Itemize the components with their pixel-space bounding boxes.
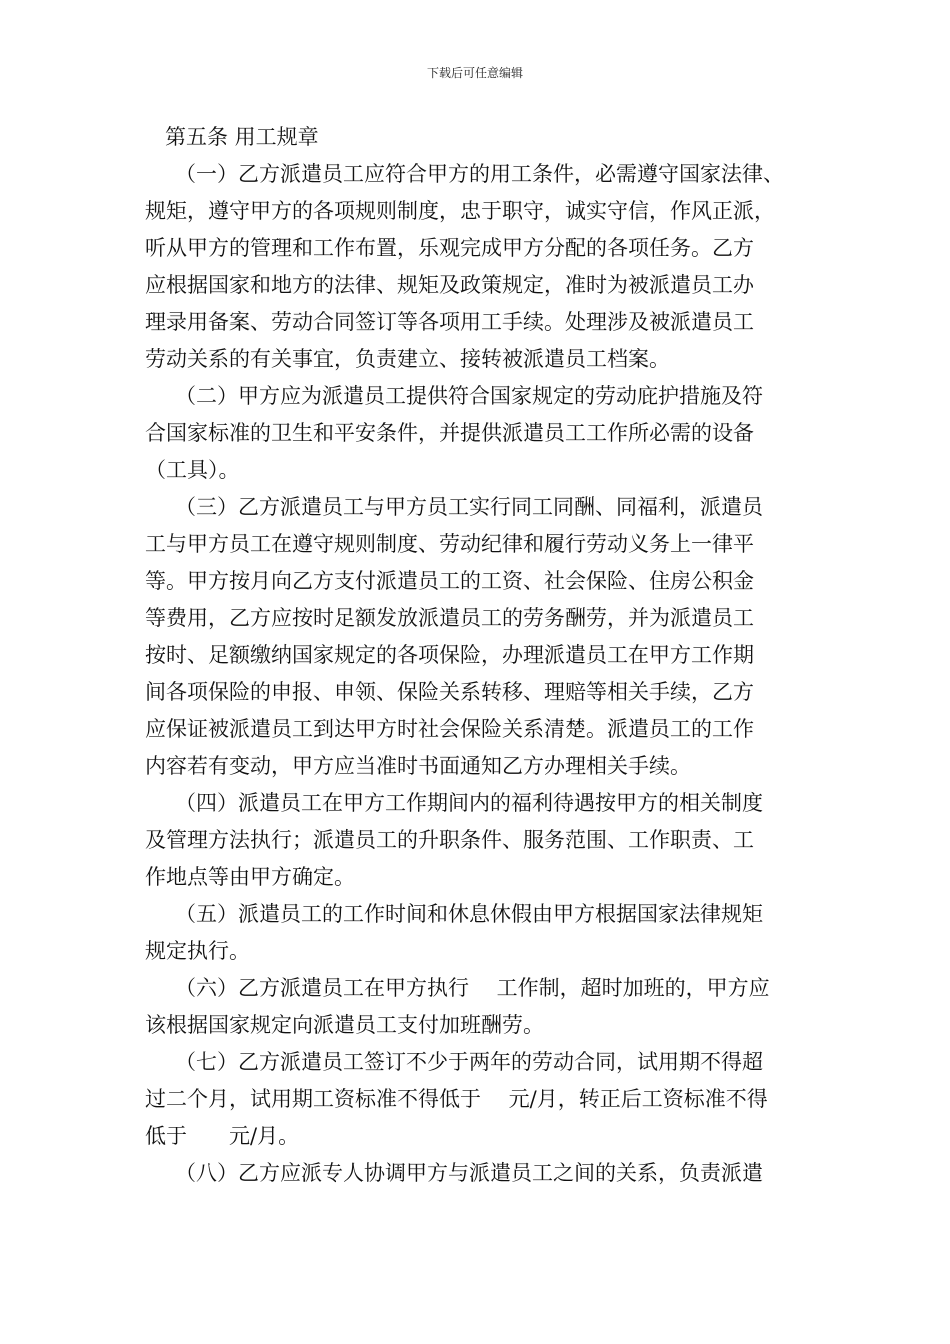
paragraph-line: 该根据国家规定向派遣员工支付加班酬劳。 [145, 1013, 544, 1037]
paragraph-line: 等费用，乙方应按时足额发放派遣员工的劳务酬劳，并为派遣员工 [145, 606, 754, 630]
paragraph [145, 489, 815, 785]
paragraph [145, 378, 815, 489]
paragraph-line: 劳动关系的有关事宜，负责建立、接转被派遣员工档案。 [145, 347, 670, 371]
paragraph-line: （五）派遣员工的工作时间和休息休假由甲方根据国家法律规矩 [175, 902, 763, 926]
paragraph-line: 过二个月，试用期工资标准不得低于 元/月，转正后工资标准不得 [145, 1087, 768, 1111]
paragraph-line: （四）派遣员工在甲方工作期间内的福利待遇按甲方的相关制度 [175, 791, 763, 815]
section-title: 第五条 用工规章 [165, 125, 319, 149]
paragraph-line: 作地点等由甲方确定。 [145, 865, 355, 889]
paragraph-line: （七）乙方派遣员工签订不少于两年的劳动合同，试用期不得超 [175, 1050, 763, 1074]
paragraph [145, 896, 815, 970]
paragraph-line: （二）甲方应为派遣员工提供符合国家规定的劳动庇护措施及符 [175, 384, 763, 408]
paragraph-line: 应根据国家和地方的法律、规矩及政策规定，准时为被派遣员工办 [145, 273, 754, 297]
paragraph-line: 间各项保险的申报、申领、保险关系转移、理赔等相关手续，乙方 [145, 680, 754, 704]
paragraph-list [145, 156, 815, 1192]
paragraph [145, 785, 815, 896]
paragraph-line: 工与甲方员工在遵守规则制度、劳动纪律和履行劳动义务上一律平 [145, 532, 754, 556]
paragraph-line: 规定执行。 [145, 939, 250, 963]
paragraph-line: 规矩，遵守甲方的各项规则制度，忠于职守，诚实守信，作风正派， [145, 199, 775, 223]
paragraph [145, 1044, 815, 1155]
paragraph-line: 内容若有变动，甲方应当准时书面通知乙方办理相关手续。 [145, 754, 691, 778]
paragraph-line: （八）乙方应派专人协调甲方与派遣员工之间的关系，负责派遣 [175, 1161, 763, 1185]
paragraph-line: 及管理方法执行；派遣员工的升职条件、服务范围、工作职责、工 [145, 828, 754, 852]
paragraph [145, 970, 815, 1044]
paragraph-line: 应保证被派遣员工到达甲方时社会保险关系清楚。派遣员工的工作 [145, 717, 754, 741]
page-header: 下载后可任意编辑 [426, 66, 523, 80]
paragraph-line: 合国家标准的卫生和平安条件，并提供派遣员工工作所必需的设备 [145, 421, 754, 445]
paragraph-line: （工具）。 [145, 458, 240, 482]
paragraph-line: 理录用备案、劳动合同签订等各项用工手续。处理涉及被派遣员工 [145, 310, 754, 334]
document-body [145, 120, 815, 1192]
paragraph-line: （三）乙方派遣员工与甲方员工实行同工同酬、同福利，派遣员 [175, 495, 763, 519]
paragraph-line: （六）乙方派遣员工在甲方执行 工作制，超时加班的，甲方应 [175, 976, 770, 1000]
paragraph-line: 听从甲方的管理和工作布置，乐观完成甲方分配的各项任务。乙方 [145, 236, 754, 260]
paragraph-line: （一）乙方派遣员工应符合甲方的用工条件，必需遵守国家法律、 [175, 162, 784, 186]
paragraph-line: 低于 元/月。 [145, 1124, 300, 1148]
paragraph [145, 156, 815, 378]
paragraph-line: 按时、足额缴纳国家规定的各项保险，办理派遣员工在甲方工作期 [145, 643, 754, 667]
paragraph-line: 等。甲方按月向乙方支付派遣员工的工资、社会保险、住房公积金 [145, 569, 754, 593]
paragraph [145, 1155, 815, 1192]
